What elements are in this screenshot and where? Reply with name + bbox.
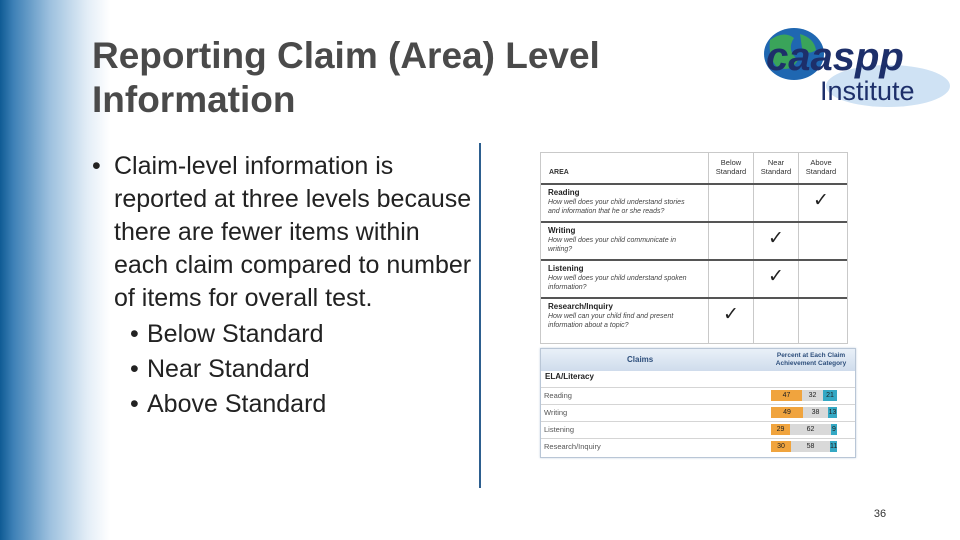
- claims-table-header: [541, 349, 855, 371]
- svg-text:caaspp: caaspp: [766, 35, 904, 79]
- check-icon: ✓: [768, 266, 784, 287]
- main-bullet-text: Claim-level information is reported at three levels because there are fewer items within each claim compared to number of items for overall test.: [114, 152, 472, 312]
- claims-row: [541, 387, 855, 404]
- sub-bullet-near: [92, 352, 472, 387]
- main-bullet: [92, 150, 472, 315]
- claim-question: How well can your child find and present information about a topic?: [548, 313, 674, 329]
- percent-above-segment: 11: [830, 443, 838, 450]
- sub-bullet-below: [92, 317, 472, 352]
- column-header-below: Below Standard: [715, 158, 747, 176]
- svg-text:Institute: Institute: [820, 76, 915, 106]
- bullet-dot: •: [92, 152, 101, 180]
- report-row: [541, 221, 847, 259]
- column-header-near: Near Standard: [760, 158, 792, 176]
- percent-header: Percent at Each Claim Achievement Category: [775, 352, 847, 367]
- percent-near-segment: 38: [803, 407, 828, 418]
- percent-near-segment: 62: [790, 424, 831, 435]
- claims-row-label: Reading: [544, 391, 572, 400]
- caaspp-institute-logo: [756, 20, 952, 112]
- percent-above-segment: 13: [828, 409, 837, 416]
- check-icon: ✓: [768, 228, 784, 249]
- claim-question: How well does your child understand spoken information?: [548, 275, 687, 291]
- sub-bullet-text: Below Standard: [147, 320, 324, 348]
- claims-row-label: Research/Inquiry: [544, 442, 601, 451]
- subject-label: ELA/Literacy: [545, 372, 594, 381]
- claim-question: How well does your child communicate in writing?: [548, 237, 676, 253]
- report-table-header: [541, 153, 847, 181]
- report-row: [541, 297, 847, 335]
- percent-above-segment: 9: [832, 426, 836, 433]
- percent-below-segment: 30: [771, 441, 791, 452]
- percent-below-segment: 47: [771, 390, 802, 401]
- claim-name: Listening: [548, 264, 584, 273]
- percent-near-segment: 32: [802, 390, 823, 401]
- claim-name: Research/Inquiry: [548, 302, 613, 311]
- sub-bullet-text: Near Standard: [147, 355, 310, 383]
- bullet-dot: •: [130, 320, 139, 348]
- bullet-list: [92, 150, 472, 422]
- bullet-dot: •: [130, 355, 139, 383]
- sub-bullet-text: Above Standard: [147, 390, 327, 418]
- report-row: [541, 183, 847, 221]
- claims-row: [541, 438, 855, 455]
- claims-row: [541, 421, 855, 438]
- claims-row-label: Writing: [544, 408, 568, 417]
- report-row: [541, 259, 847, 297]
- percent-above-segment: 21: [823, 390, 837, 401]
- check-icon: ✓: [723, 304, 739, 325]
- claim-name: Writing: [548, 226, 576, 235]
- page-number: 36: [873, 508, 887, 520]
- claims-row-label: Listening: [544, 425, 575, 434]
- slide-title: Reporting Claim (Area) Level Information: [92, 35, 600, 120]
- claims-header: Claims: [627, 355, 654, 364]
- sub-bullet-above: [92, 387, 472, 422]
- percent-near-segment: 58: [791, 441, 830, 452]
- column-header-above: Above Standard: [805, 158, 837, 176]
- student-report-table: [540, 152, 848, 344]
- check-icon: ✓: [813, 190, 829, 211]
- claims-percent-table: [540, 348, 856, 458]
- claims-row: [541, 404, 855, 421]
- area-header: AREA: [549, 169, 569, 176]
- percent-below-segment: 29: [771, 424, 790, 435]
- sub-bullet-list: [92, 317, 472, 422]
- claim-question: How well does your child understand stories and information that he or she reads?: [548, 199, 685, 215]
- vertical-divider: [479, 143, 481, 488]
- percent-below-segment: 49: [771, 407, 803, 418]
- claim-name: Reading: [548, 188, 580, 197]
- bullet-dot: •: [130, 390, 139, 418]
